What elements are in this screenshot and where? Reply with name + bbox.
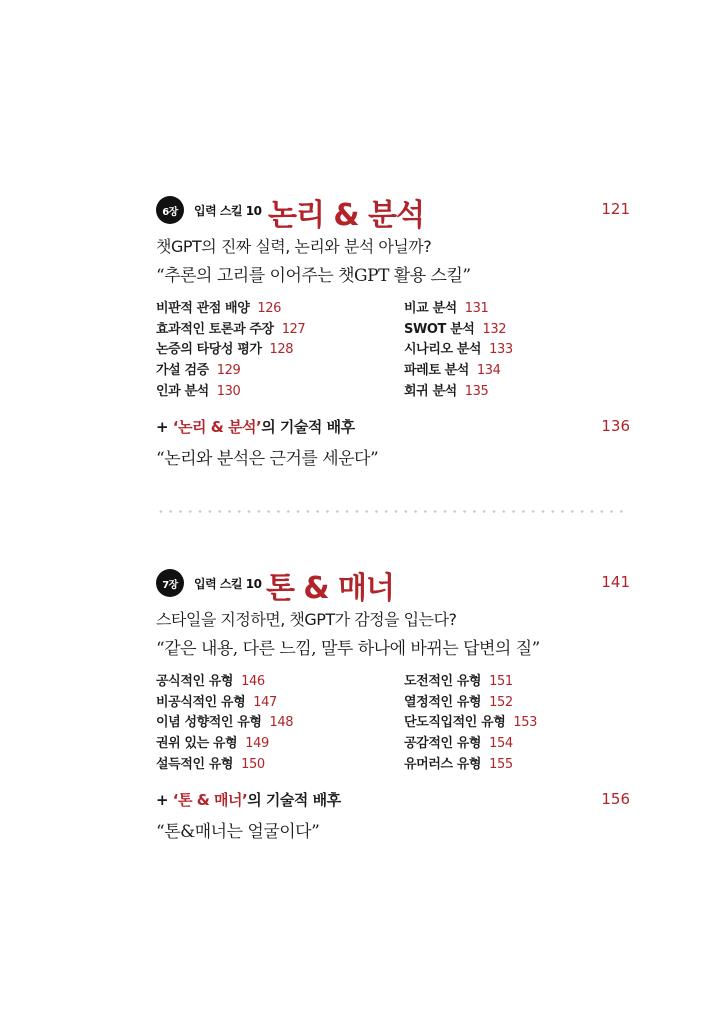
toc-item-label: 단도직입적인 유형 xyxy=(404,715,506,731)
chapter-6-section xyxy=(156,190,630,469)
toc-item-label: 효과적인 토론과 주장 xyxy=(156,321,274,337)
chapter-title[interactable]: 논리 & 분석 xyxy=(268,198,424,233)
chapter-subtitle: 챗GPT의 진짜 실력, 논리와 분석 아닐까? xyxy=(156,237,432,256)
toc-item-label: 가설 검증 xyxy=(156,363,209,379)
behind-the-scenes-entry[interactable] xyxy=(156,416,630,442)
toc-item-page: 147 xyxy=(253,694,277,710)
toc-item[interactable] xyxy=(156,713,404,734)
toc-item-page: 146 xyxy=(241,674,265,689)
chapter-quote: “같은 내용, 다른 느낌, 말투 하나에 바뀌는 답변의 질” xyxy=(156,639,540,659)
toc-item[interactable] xyxy=(404,299,630,320)
bts-quote: “논리와 분석은 근거를 세운다” xyxy=(156,449,379,470)
toc-item-page: 153 xyxy=(513,715,538,731)
toc-item[interactable] xyxy=(404,382,630,403)
toc-item-page: 126 xyxy=(257,301,281,316)
toc-item-label: SWOT 분석 xyxy=(404,321,475,337)
toc-item-page: 151 xyxy=(489,674,513,689)
toc-item-label: 권위 있는 유형 xyxy=(156,736,238,752)
bts-page-number: 156 xyxy=(601,790,630,809)
toc-item-label: 설득적인 유형 xyxy=(156,756,234,772)
bts-page-number: 136 xyxy=(601,417,630,436)
chapter-subtitle: 스타일을 지정하면, 챗GPT가 감정을 입는다? xyxy=(156,610,457,629)
toc-item-label: 파레토 분석 xyxy=(404,363,469,379)
chapter-quote: “추론의 고리를 이어주는 챗GPT 활용 스킬” xyxy=(156,266,471,286)
toc-item-page: 131 xyxy=(464,301,489,316)
toc-item[interactable] xyxy=(404,713,630,734)
toc-item-label: 공식적인 유형 xyxy=(156,674,234,689)
chapter-header xyxy=(156,563,630,606)
toc-item-page: 128 xyxy=(269,342,294,358)
toc-item-page: 129 xyxy=(216,363,241,379)
chapter-badge: 7장 xyxy=(156,569,184,597)
toc-item-page: 148 xyxy=(269,715,294,731)
chapter-header xyxy=(156,190,630,233)
toc-item[interactable] xyxy=(156,755,404,776)
toc-item-page: 154 xyxy=(489,736,513,752)
toc-item[interactable] xyxy=(404,320,630,341)
chapter-page-number: 141 xyxy=(601,573,630,591)
toc-item[interactable] xyxy=(156,361,404,382)
toc-item[interactable] xyxy=(404,361,630,382)
toc-item[interactable] xyxy=(156,734,404,755)
toc-item[interactable] xyxy=(404,755,630,776)
toc-item-label: 유머러스 유형 xyxy=(404,756,482,772)
toc-item-page: 132 xyxy=(482,321,507,337)
toc-item-label: 이념 성향적인 유형 xyxy=(156,715,262,731)
toc-item[interactable] xyxy=(156,382,404,403)
plus-icon: + xyxy=(156,418,173,437)
chapter-title[interactable]: 톤 & 매너 xyxy=(266,571,394,606)
toc-item-label: 인과 분석 xyxy=(156,383,209,399)
toc-item[interactable] xyxy=(156,340,404,361)
toc-item[interactable] xyxy=(404,340,630,361)
bts-quote: “톤&매너는 얼굴이다” xyxy=(156,822,320,843)
toc-item[interactable] xyxy=(404,672,630,693)
toc-item-page: 155 xyxy=(489,756,513,772)
bts-highlight: ‘논리 & 분석’ xyxy=(172,418,262,437)
toc-item-page: 134 xyxy=(476,363,501,379)
toc-item-page: 130 xyxy=(216,383,241,399)
toc-item-label: 도전적인 유형 xyxy=(404,674,482,689)
toc-item-page: 149 xyxy=(245,736,269,752)
toc-item-label: 시나리오 분석 xyxy=(404,342,482,358)
behind-the-scenes-entry[interactable] xyxy=(156,789,630,815)
toc-item-label: 공감적인 유형 xyxy=(404,736,482,752)
toc-item-label: 비공식적인 유형 xyxy=(156,694,246,710)
chapter-badge: 6장 xyxy=(156,196,184,224)
toc-item-page: 152 xyxy=(489,694,513,710)
toc-item-label: 열정적인 유형 xyxy=(404,694,482,710)
bts-suffix: 의 기술적 배후 xyxy=(261,418,355,437)
skill-label: 입력 스킬 10 xyxy=(194,204,262,218)
skill-label: 입력 스킬 10 xyxy=(194,577,262,591)
toc-item-label: 비판적 관점 배양 xyxy=(156,301,250,316)
bts-highlight: ‘톤 & 매너’ xyxy=(172,791,248,810)
toc-item-label: 회귀 분석 xyxy=(404,383,457,399)
toc-item-page: 135 xyxy=(464,383,489,399)
toc-list xyxy=(156,672,630,775)
toc-item[interactable] xyxy=(156,693,404,714)
toc-item[interactable] xyxy=(156,299,404,320)
toc-item-page: 127 xyxy=(281,321,306,337)
plus-icon: + xyxy=(156,791,173,810)
toc-item-label: 논증의 타당성 평가 xyxy=(156,342,262,358)
bts-suffix: 의 기술적 배후 xyxy=(247,791,341,810)
toc-item-page: 133 xyxy=(489,342,513,358)
chapter-7-section xyxy=(156,563,630,842)
bts-label xyxy=(156,416,355,437)
toc-item-page: 150 xyxy=(241,756,265,772)
toc-list xyxy=(156,299,630,402)
bts-label xyxy=(156,789,341,810)
toc-item[interactable] xyxy=(404,693,630,714)
toc-item[interactable] xyxy=(404,734,630,755)
chapter-page-number: 121 xyxy=(601,200,630,218)
toc-item-label: 비교 분석 xyxy=(404,301,457,316)
toc-item[interactable] xyxy=(156,672,404,693)
dotted-divider xyxy=(156,510,630,513)
toc-item[interactable] xyxy=(156,320,404,341)
